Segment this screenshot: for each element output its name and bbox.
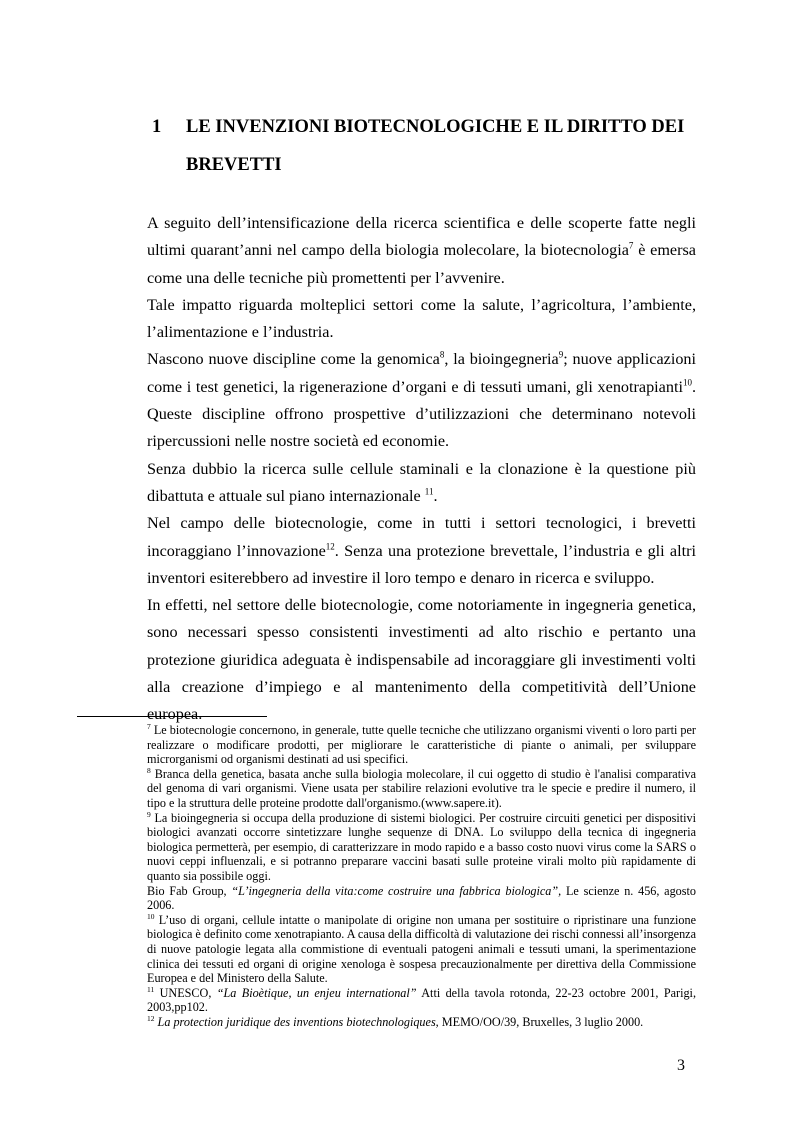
body-text bbox=[147, 210, 696, 729]
footnote-11: $^{11}$ UNESCO, “La Bioètique, un enjeu international” Atti della tavola rotonda, 22-23 octobre 2001, Parigi, 2003,pp102. bbox=[147, 984, 696, 1015]
paragraph: A seguito dell’intensificazione della ricerca scientifica e delle scoperte fatte negli ultimi quarant’anni nel campo della biologia molecolare, la biotecnologia$^7$ è emersa come una delle tecniche più promettenti per l’avvenire. bbox=[147, 214, 696, 287]
footnote-7: $^7$ Le biotecnologie concernono, in generale, tutte quelle tecniche che utilizzano organismi viventi o loro parti per realizzare o modificare prodotti, per migliorare le caratteristiche di piante o animali, per sviluppare microrganismi od organismi destinati ad usi specifici. bbox=[147, 721, 696, 767]
footnote-ref[interactable]: 11 bbox=[424, 486, 434, 497]
footnote-ref[interactable]: 12 bbox=[325, 541, 335, 552]
footnote-9-citation: Bio Fab Group, “L’ingegneria della vita:come costruire una fabbrica biologica”, Le scienze n. 456, agosto 2006. bbox=[147, 883, 696, 913]
paragraph: Nel campo delle biotecnologie, come in tutti i settori tecnologici, i brevetti incoraggiano l’innovazione$^{12}$. Senza una protezione brevettale, l’industria e gli altri inventori esiterebbero ad investire il loro tempo e denaro in ricerca e sviluppo. bbox=[147, 514, 696, 587]
footnote-9: $^9$ La bioingegneria si occupa della produzione di sistemi biologici. Per costruire circuiti genetici per dispositivi biologici avanzati occorre sintetizzare lunghe sequenze di DNA. Lo sviluppo della tecnica di ingegneria biologica permetterà, per esempio, di caratterizzare in modo rapido e a basso costo nuovi virus come la SARS o nuovi ceppi influenzali, e si potranno preparare vaccini basati sulle proteine virali molto più rapidamente di quanto sia possibile oggi. bbox=[147, 809, 696, 883]
footnote-12: $^{12}$ La protection juridique des inventions biotechnologiques, MEMO/OO/39, Bruxelles, 3 luglio 2000. bbox=[147, 1013, 644, 1029]
chapter-number: 1 bbox=[152, 117, 162, 137]
footnotes bbox=[147, 723, 696, 1029]
footnote-ref[interactable]: 8 bbox=[439, 350, 445, 361]
paragraph: In effetti, nel settore delle biotecnologie, come notoriamente in ingegneria genetica, sono necessari spesso consistenti investimenti ad alto rischio e pertanto una protezione giuridica adeguata è indispensabile ad incoraggiare gli investimenti volti alla creazione d’impiego e al mantenimento della competitività dell’Unione europea. bbox=[147, 596, 696, 724]
page-number: 3 bbox=[677, 1057, 685, 1074]
paragraph: Nascono nuove discipline come la genomica$^8$, la bioingegneria$^9$; nuove applicazioni come i test genetici, la rigenerazione d’organi e di tessuti umani, gli xenotrapianti$^{10}$. Queste discipline offrono prospettive d’utilizzazioni che determinano notevoli ripercussioni nelle nostre società ed economie. bbox=[147, 350, 696, 451]
footnote-8: $^8$ Branca della genetica, basata anche sulla biologia molecolare, il cui oggetto di studio è l'analisi comparativa del genoma di vari organismi. Viene usata per stabilire relazioni evolutive tra le specie e predire il numero, il tipo e la struttura delle proteine prodotte dall'organismo.(www.sapere.it). bbox=[147, 765, 696, 810]
footnote-ref[interactable]: 10 bbox=[682, 377, 692, 388]
paragraph: Senza dubbio la ricerca sulle cellule staminali e la clonazione è la questione più dibattuta e attuale sul piano internazionale $^{11}$. bbox=[147, 459, 696, 505]
footnote-10: $^{10}$ L’uso di organi, cellule intatte o manipolate di origine non umana per sostituire o ripristinare una funzione biologica è definito come xenotrapianto. A causa della difficoltà di valutazione dei rischi connessi all’insorgenza di nuove patologie legata alla commistione di eventuali patogeni animali e tessuti umani, la sperimentazione clinica dei tessuti ed organi di origine xenologa è sospesa precauzionalmente per direttiva della Commissione Europea e del Ministero della Salute. bbox=[147, 911, 696, 986]
footnote-ref[interactable]: 7 bbox=[628, 240, 634, 251]
footnote-separator bbox=[77, 716, 267, 717]
chapter-heading bbox=[152, 108, 712, 184]
footnote-ref[interactable]: 9 bbox=[558, 350, 564, 361]
chapter-title: LE INVENZIONI BIOTECNOLOGICHE E IL DIRITTO DEI BREVETTI bbox=[186, 117, 685, 175]
paragraph: Tale impatto riguarda molteplici settori come la salute, l’agricoltura, l’ambiente, l’alimentazione e l’industria. bbox=[147, 295, 696, 342]
